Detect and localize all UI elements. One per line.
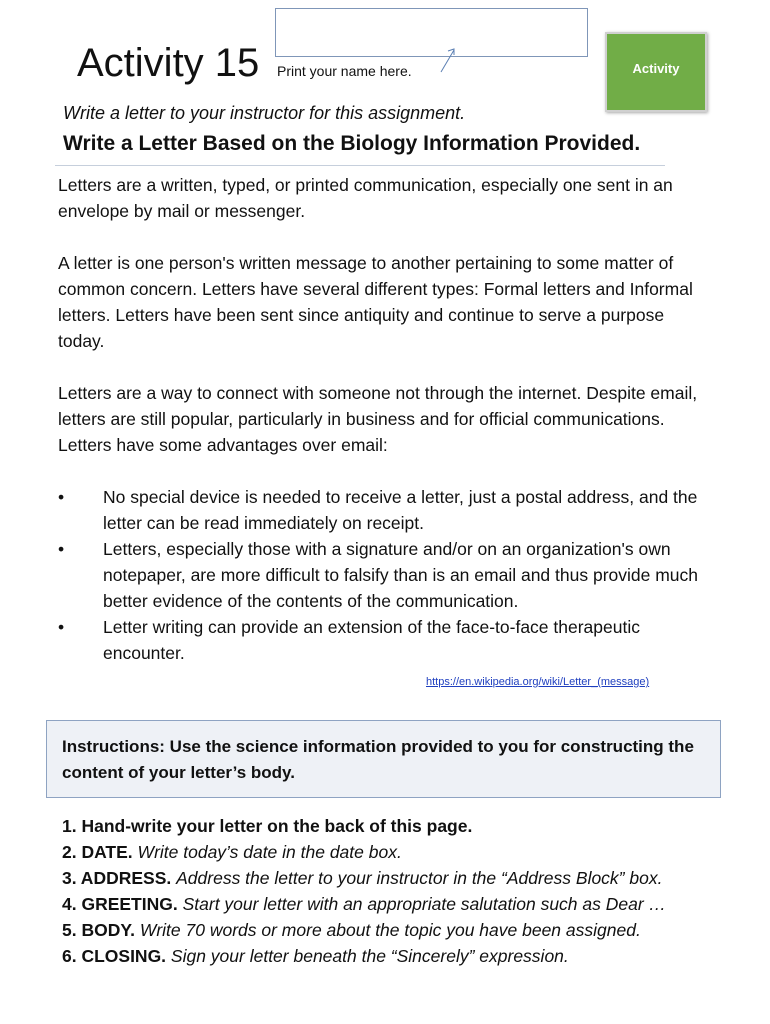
step-label: 2. DATE. bbox=[62, 842, 133, 862]
step-text: Address the letter to your instructor in the “Address Block” box. bbox=[176, 868, 663, 888]
subtitle: Write a letter to your instructor for this assignment. bbox=[63, 103, 466, 123]
list-item-text: Letter writing can provide an extension of the face-to-face therapeutic encounter. bbox=[103, 617, 640, 663]
step-text: Write 70 words or more about the topic you have been assigned. bbox=[139, 920, 641, 940]
steps-list bbox=[62, 813, 666, 969]
activity-badge bbox=[605, 32, 707, 112]
instructions-box bbox=[46, 720, 721, 798]
activity-badge-label: Activity bbox=[632, 61, 680, 76]
bullet-icon: • bbox=[58, 539, 65, 559]
name-input-box[interactable] bbox=[275, 8, 588, 57]
arrow-icon bbox=[438, 46, 458, 74]
page-title: Activity 15 bbox=[77, 41, 260, 85]
bullet-icon: • bbox=[58, 487, 65, 507]
instructions-text: Instructions: Use the science information provided to you for constructing the content of your letter’s body. bbox=[62, 737, 694, 782]
step-label: 3. ADDRESS. bbox=[62, 868, 172, 888]
list-item-text: Letters, especially those with a signature and/or on an organization's own notepaper, are more difficult to falsify than is an email and thus provide much better evidence of the contents of the communication. bbox=[103, 539, 699, 611]
list-item bbox=[58, 614, 718, 666]
name-field-label: Print your name here. bbox=[277, 63, 412, 79]
step-item bbox=[62, 813, 666, 839]
advantages-list bbox=[58, 484, 718, 666]
list-item-text: No special device is needed to receive a letter, just a postal address, and the letter can be read immediately on receipt. bbox=[103, 487, 698, 533]
step-item bbox=[62, 891, 666, 917]
paragraph-advantages: Letters are a way to connect with someone not through the internet. Despite email, letters are still popular, particularly in business and for official communications. Letters have some advantages over email: bbox=[58, 383, 698, 455]
list-item bbox=[58, 536, 718, 614]
step-item bbox=[62, 917, 666, 943]
step-text: Write today’s date in the date box. bbox=[137, 842, 402, 862]
list-item bbox=[58, 484, 718, 536]
step-label: 5. BODY. bbox=[62, 920, 135, 940]
step-text: Start your letter with an appropriate salutation such as Dear … bbox=[182, 894, 667, 914]
step-item bbox=[62, 943, 666, 969]
divider bbox=[55, 165, 665, 166]
step-item bbox=[62, 839, 666, 865]
step-label: 6. CLOSING. bbox=[62, 946, 167, 966]
source-link[interactable]: https://en.wikipedia.org/wiki/Letter_(message) bbox=[426, 676, 650, 688]
paragraph-definition: Letters are a written, typed, or printed communication, especially one sent in an envelope by mail or messenger. bbox=[58, 175, 673, 221]
section-heading: Write a Letter Based on the Biology Information Provided. bbox=[63, 132, 641, 155]
step-label: 1. Hand-write your letter on the back of this page. bbox=[62, 816, 473, 836]
step-text: Sign your letter beneath the “Sincerely” expression. bbox=[170, 946, 569, 966]
step-label: 4. GREETING. bbox=[62, 894, 178, 914]
paragraph-types: A letter is one person's written message to another pertaining to some matter of common concern. Letters have several different types: Formal letters and Informal letters. Letters have been sent since antiquity and continue to serve a purpose today. bbox=[58, 253, 693, 351]
step-item bbox=[62, 865, 666, 891]
bullet-icon: • bbox=[58, 617, 65, 637]
